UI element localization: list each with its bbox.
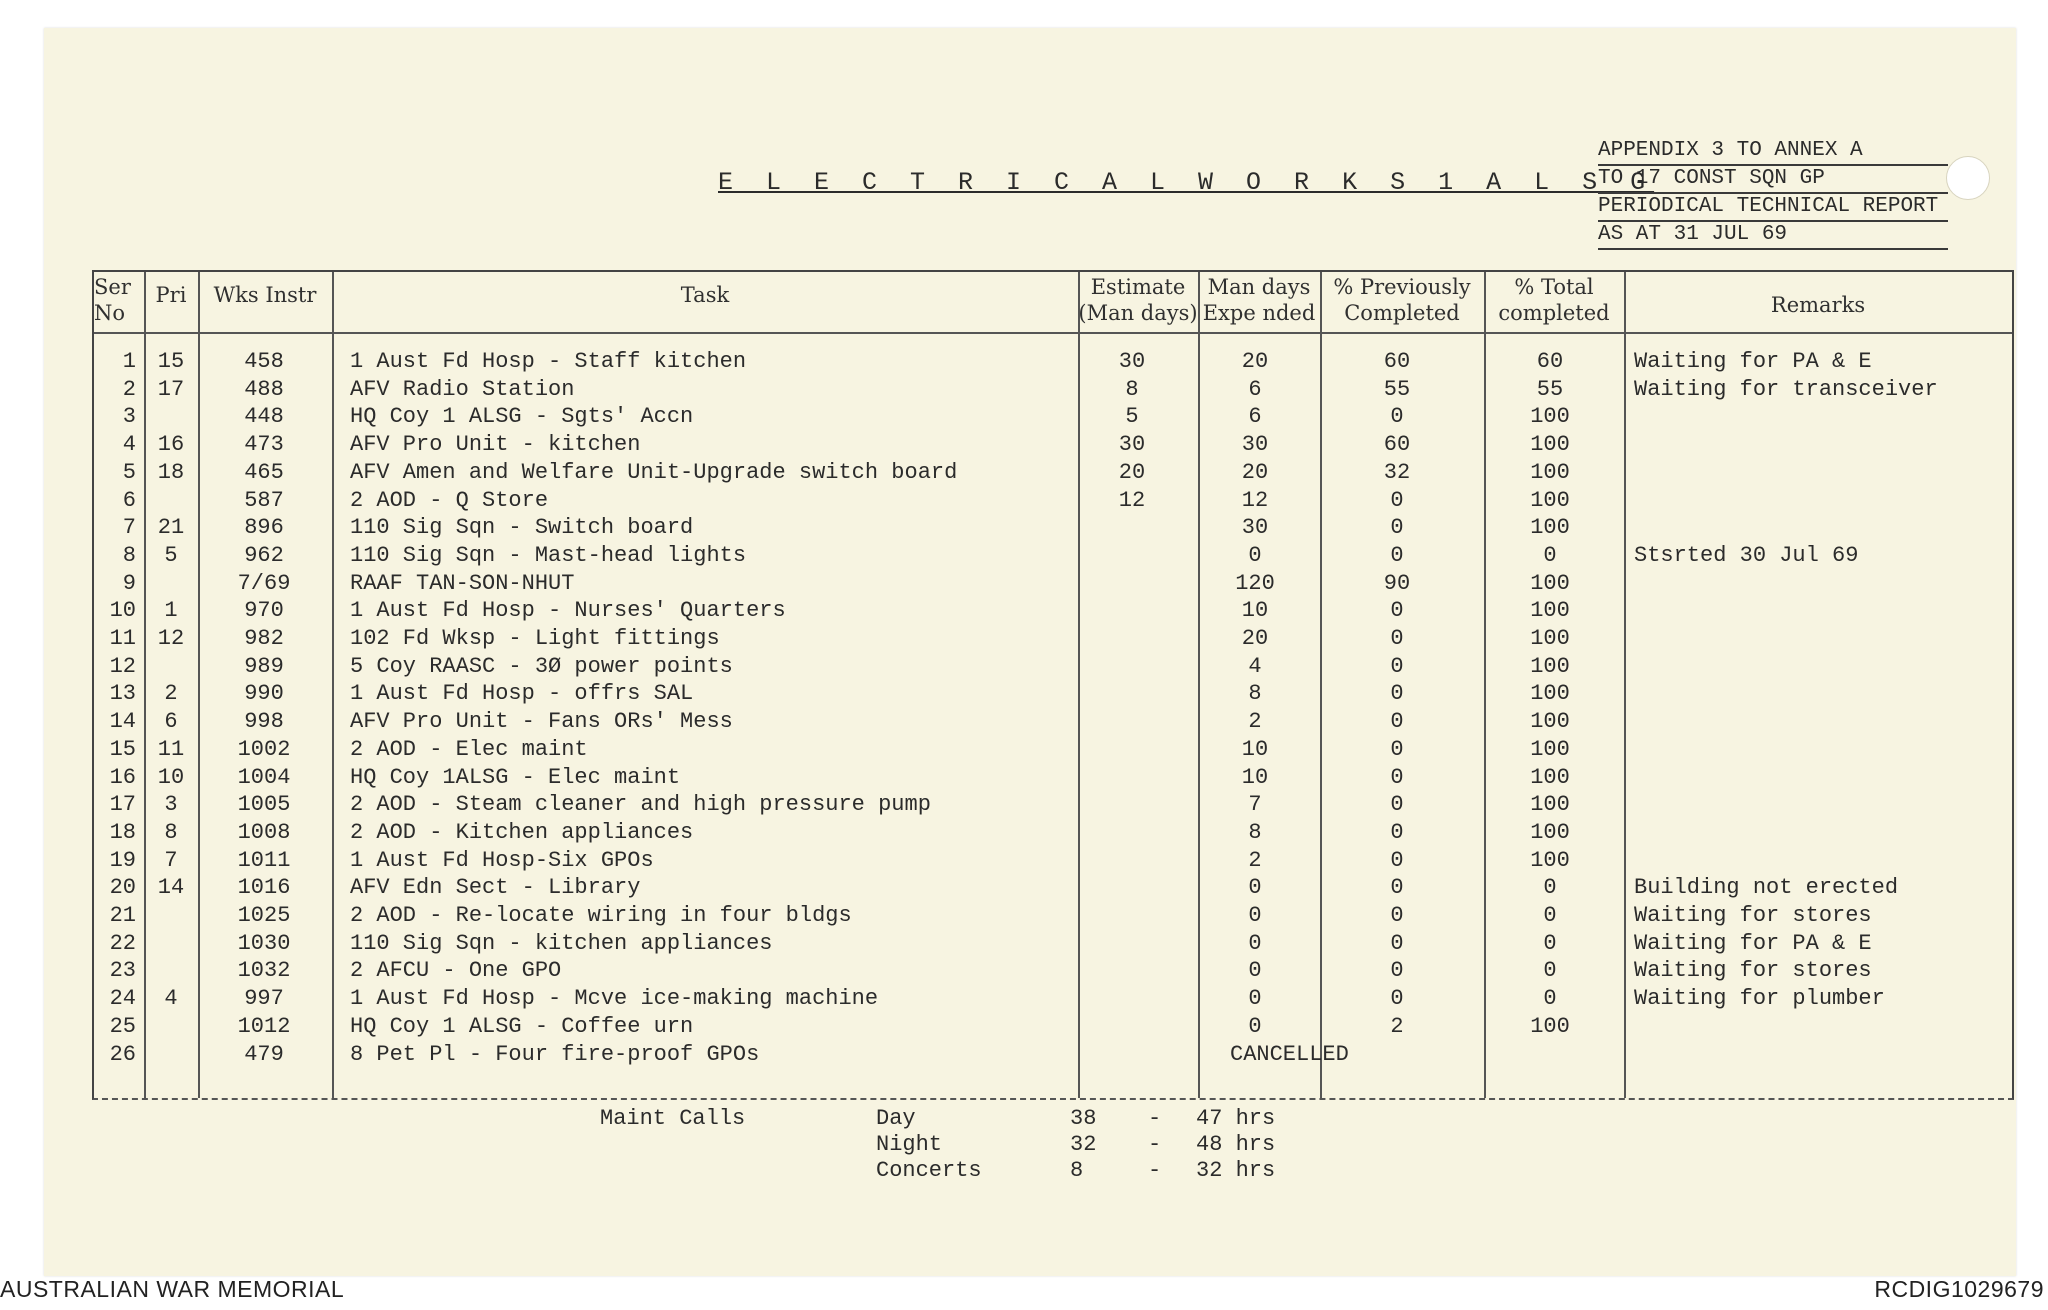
total-completed-cell: 100 [1530, 764, 1570, 790]
remarks-cell: Waiting for plumber [1634, 986, 1885, 1012]
task-cell: 1 Aust Fd Hosp - Mcve ice-making machine [350, 986, 879, 1012]
man-days-cell: 120 [1235, 570, 1275, 596]
wks-instr-cell: 1012 [237, 1013, 291, 1039]
task-cell: RAAF TAN-SON-NHUT [350, 570, 575, 596]
table-row [94, 542, 2012, 570]
task-cell: AFV Pro Unit - Fans ORs' Mess [350, 709, 733, 735]
previously-completed-cell: 0 [1390, 903, 1404, 928]
table-row [94, 653, 2012, 681]
maint-calls-label: Maint Calls [600, 1106, 746, 1131]
previously-completed-cell: 0 [1390, 792, 1404, 818]
wks-instr-cell: 896 [244, 515, 284, 541]
header-man-days: Man days Expe nded [1202, 275, 1316, 325]
man-days-cell: 0 [1248, 1013, 1262, 1039]
man-days-cell: 0 [1248, 958, 1262, 984]
ser-no-cell: 5 [122, 459, 136, 485]
man-days-cell: 0 [1248, 986, 1262, 1012]
task-cell: 2 AFCU - One GPO [350, 958, 562, 984]
maint-period: Day [876, 1106, 916, 1131]
man-days-cell: 6 [1248, 404, 1262, 430]
previously-completed-cell: 0 [1390, 986, 1404, 1012]
previously-completed-cell: 55 [1383, 376, 1411, 402]
previously-completed-cell: 0 [1390, 709, 1404, 735]
wks-instr-cell: 990 [244, 681, 284, 707]
wks-instr-cell: 465 [244, 459, 284, 485]
estimate-cell: 30 [1118, 349, 1146, 374]
previously-completed-cell: 60 [1383, 349, 1411, 374]
document-title: E L E C T R I C A L W O R K S 1 A L S G [718, 168, 1655, 197]
man-days-cell: 2 [1248, 709, 1262, 735]
maint-separator: - [1148, 1158, 1162, 1183]
total-completed-cell: 60 [1536, 349, 1564, 374]
priority-cell: 7 [164, 847, 178, 873]
priority-cell: 2 [164, 681, 178, 707]
wks-instr-cell: 997 [244, 986, 284, 1012]
table-row [94, 348, 2012, 376]
man-days-cell: 20 [1241, 349, 1269, 374]
priority-cell: 21 [157, 515, 185, 541]
total-completed-cell: 100 [1530, 626, 1570, 651]
man-days-cell: 20 [1241, 459, 1269, 485]
ser-no-cell: 22 [109, 930, 136, 956]
total-completed-cell: 0 [1543, 930, 1557, 956]
ser-no-cell: 19 [109, 847, 136, 873]
task-cell: 8 Pet Pl - Four fire-proof GPOs [350, 1041, 760, 1067]
priority-cell: 6 [164, 709, 178, 735]
ser-no-cell: 3 [122, 404, 136, 430]
total-completed-cell: 0 [1543, 903, 1557, 928]
ser-no-cell: 13 [109, 681, 136, 707]
previously-completed-cell: 0 [1390, 930, 1404, 956]
priority-cell: 17 [157, 376, 185, 402]
man-days-cell: 7 [1248, 792, 1262, 818]
task-cell: 2 AOD - Re-locate wiring in four bldgs [350, 903, 852, 928]
table-row [94, 819, 2012, 847]
total-completed-cell: 0 [1543, 958, 1557, 984]
man-days-cell: 10 [1241, 598, 1269, 624]
table-row [94, 514, 2012, 542]
total-completed-cell: 100 [1530, 819, 1570, 845]
ser-no-cell: 17 [109, 792, 136, 818]
ser-no-cell: 16 [109, 764, 136, 790]
ser-no-cell: 8 [122, 542, 136, 568]
task-cell: 5 Coy RAASC - 3Ø power points [350, 653, 733, 679]
priority-cell: 15 [157, 349, 185, 374]
wks-instr-cell: 479 [244, 1041, 284, 1067]
task-cell: 110 Sig Sqn - kitchen appliances [350, 930, 773, 956]
maint-separator: - [1148, 1132, 1162, 1157]
task-cell: 1 Aust Fd Hosp - offrs SAL [350, 681, 694, 707]
previously-completed-cell: 0 [1390, 681, 1404, 707]
ser-no-cell: 1 [122, 349, 136, 374]
ser-no-cell: 2 [122, 376, 136, 402]
man-days-cell: 4 [1248, 653, 1262, 679]
table-row [94, 957, 2012, 985]
wks-instr-cell: 587 [244, 487, 284, 513]
ser-no-cell: 24 [109, 986, 136, 1012]
task-cell: 2 AOD - Steam cleaner and high pressure pump [350, 792, 931, 818]
priority-cell: 14 [157, 875, 185, 901]
maint-count: 8 [1070, 1158, 1084, 1183]
table-row [94, 985, 2012, 1013]
appendix-line: APPENDIX 3 TO ANNEX A [1598, 138, 1948, 166]
wks-instr-cell: 1005 [237, 792, 291, 818]
table-row [94, 403, 2012, 431]
maint-count: 32 [1070, 1132, 1097, 1157]
previously-completed-cell: 0 [1390, 764, 1404, 790]
task-cell: AFV Radio Station [350, 376, 575, 402]
task-cell: 110 Sig Sqn - Switch board [350, 515, 694, 541]
wks-instr-cell: 970 [244, 598, 284, 624]
table-row [94, 459, 2012, 487]
maint-separator: - [1148, 1106, 1162, 1131]
wks-instr-cell: 448 [244, 404, 284, 430]
estimate-cell: 30 [1118, 432, 1146, 458]
table-row [94, 376, 2012, 404]
wks-instr-cell: 1008 [237, 819, 291, 845]
wks-instr-cell: 488 [244, 376, 284, 402]
man-days-cell: 20 [1241, 626, 1269, 651]
estimate-cell: 20 [1118, 459, 1146, 485]
man-days-cell: 30 [1241, 515, 1269, 541]
total-completed-cell: 100 [1530, 487, 1570, 513]
header-pri: Pri [155, 283, 187, 307]
previously-completed-cell: 0 [1390, 819, 1404, 845]
maint-hours: 32 hrs [1196, 1158, 1276, 1183]
priority-cell: 12 [157, 626, 185, 651]
remarks-cell: Waiting for stores [1634, 958, 1872, 984]
man-days-cell: 12 [1241, 487, 1269, 513]
appendix-line: PERIODICAL TECHNICAL REPORT [1598, 194, 1948, 222]
estimate-cell: 8 [1125, 376, 1139, 402]
previously-completed-cell: 90 [1383, 570, 1411, 596]
appendix-reference [1598, 138, 1948, 250]
task-cell: 102 Fd Wksp - Light fittings [350, 626, 720, 651]
ser-no-cell: 6 [122, 487, 136, 513]
wks-instr-cell: 1002 [237, 736, 291, 762]
table-row [94, 597, 2012, 625]
man-days-cell: 10 [1241, 764, 1269, 790]
footer-item-id: RCDIG1029679 [1874, 1276, 2044, 1302]
ser-no-cell: 25 [109, 1013, 136, 1039]
priority-cell: 8 [164, 819, 178, 845]
task-cell: 2 AOD - Elec maint [350, 736, 588, 762]
previously-completed-cell: 0 [1390, 404, 1404, 430]
man-days-cell: 8 [1248, 819, 1262, 845]
total-completed-cell: 100 [1530, 432, 1570, 458]
cancelled-note: CANCELLED [1230, 1041, 1349, 1067]
total-completed-cell: 100 [1530, 598, 1570, 624]
task-cell: HQ Coy 1 ALSG - Coffee urn [350, 1013, 694, 1039]
previously-completed-cell: 0 [1390, 736, 1404, 762]
priority-cell: 4 [164, 986, 178, 1012]
wks-instr-cell: 458 [244, 349, 284, 374]
ser-no-cell: 20 [109, 875, 136, 901]
table-row [94, 736, 2012, 764]
ser-no-cell: 23 [109, 958, 136, 984]
wks-instr-cell: 1004 [237, 764, 291, 790]
maint-hours: 48 hrs [1196, 1132, 1276, 1157]
table-row [94, 902, 2012, 930]
previously-completed-cell: 60 [1383, 432, 1411, 458]
header-remarks: Remarks [1770, 293, 1866, 317]
ser-no-cell: 7 [122, 515, 136, 541]
header-wks-instr: Wks Instr [213, 283, 317, 307]
total-completed-cell: 0 [1543, 542, 1557, 568]
priority-cell: 1 [164, 598, 178, 624]
wks-instr-cell: 1032 [237, 958, 291, 984]
total-completed-cell: 55 [1536, 376, 1564, 402]
appendix-line: AS AT 31 JUL 69 [1598, 222, 1948, 250]
total-completed-cell: 100 [1530, 515, 1570, 541]
man-days-cell: 2 [1248, 847, 1262, 873]
previously-completed-cell: 0 [1390, 542, 1404, 568]
priority-cell: 18 [157, 459, 185, 485]
total-completed-cell: 100 [1530, 404, 1570, 430]
total-completed-cell: 100 [1530, 736, 1570, 762]
task-cell: 2 AOD - Kitchen appliances [350, 819, 694, 845]
ser-no-cell: 4 [122, 432, 136, 458]
total-completed-cell: 100 [1530, 847, 1570, 873]
header-divider [94, 332, 2012, 334]
table-row [94, 874, 2012, 902]
priority-cell: 3 [164, 792, 178, 818]
table-row [94, 1013, 2012, 1041]
previously-completed-cell: 0 [1390, 515, 1404, 541]
wks-instr-cell: 1025 [237, 903, 291, 928]
wks-instr-cell: 982 [244, 626, 284, 651]
previously-completed-cell: 0 [1390, 653, 1404, 679]
remarks-cell: Waiting for stores [1634, 903, 1872, 928]
ser-no-cell: 21 [109, 903, 136, 928]
table-row [94, 570, 2012, 598]
wks-instr-cell: 998 [244, 709, 284, 735]
total-completed-cell: 100 [1530, 570, 1570, 596]
header-estimate: Estimate (Man days) [1078, 275, 1198, 325]
table-row [94, 764, 2012, 792]
total-completed-cell: 100 [1530, 709, 1570, 735]
table-row [94, 487, 2012, 515]
table-row [94, 708, 2012, 736]
man-days-cell: 6 [1248, 376, 1262, 402]
wks-instr-cell: 473 [244, 432, 284, 458]
previously-completed-cell: 32 [1383, 459, 1411, 485]
estimate-cell: 12 [1118, 487, 1146, 513]
man-days-cell: 0 [1248, 875, 1262, 901]
punch-hole [1946, 156, 1990, 200]
total-completed-cell: 100 [1530, 459, 1570, 485]
man-days-cell: 8 [1248, 681, 1262, 707]
ser-no-cell: 26 [109, 1041, 136, 1067]
wks-instr-cell: 1016 [237, 875, 291, 901]
total-completed-cell: 100 [1530, 1013, 1570, 1039]
header-previously: % Previously Completed [1333, 275, 1471, 325]
remarks-cell: Waiting for PA & E [1634, 349, 1872, 374]
remarks-cell: Waiting for transceiver [1634, 376, 1938, 402]
maint-count: 38 [1070, 1106, 1097, 1131]
task-cell: 110 Sig Sqn - Mast-head lights [350, 542, 747, 568]
wks-instr-cell: 1011 [237, 847, 291, 873]
priority-cell: 5 [164, 542, 178, 568]
ser-no-cell: 15 [109, 736, 136, 762]
wks-instr-cell: 962 [244, 542, 284, 568]
priority-cell: 16 [157, 432, 185, 458]
table-row [94, 791, 2012, 819]
total-completed-cell: 100 [1530, 681, 1570, 707]
table-row [94, 680, 2012, 708]
remarks-cell: Building not erected [1634, 875, 1899, 901]
remarks-cell: Stsrted 30 Jul 69 [1634, 542, 1859, 568]
man-days-cell: 0 [1248, 930, 1262, 956]
header-total: % Total completed [1498, 275, 1610, 325]
header-ser-no: Ser No [94, 275, 131, 325]
works-table [92, 270, 2014, 1100]
man-days-cell: 30 [1241, 432, 1269, 458]
man-days-cell: 10 [1241, 736, 1269, 762]
man-days-cell: 0 [1248, 903, 1262, 928]
maint-period: Concerts [876, 1158, 982, 1183]
task-cell: 1 Aust Fd Hosp - Nurses' Quarters [350, 598, 786, 624]
task-cell: AFV Pro Unit - kitchen [350, 432, 641, 458]
previously-completed-cell: 0 [1390, 626, 1404, 651]
remarks-cell: Waiting for PA & E [1634, 930, 1872, 956]
task-cell: HQ Coy 1 ALSG - Sgts' Accn [350, 404, 694, 430]
maint-period: Night [876, 1132, 943, 1157]
wks-instr-cell: 989 [244, 653, 284, 679]
ser-no-cell: 9 [122, 570, 136, 596]
previously-completed-cell: 0 [1390, 847, 1404, 873]
task-cell: AFV Edn Sect - Library [350, 875, 641, 901]
ser-no-cell: 10 [109, 598, 136, 624]
task-cell: HQ Coy 1ALSG - Elec maint [350, 764, 681, 790]
previously-completed-cell: 0 [1390, 487, 1404, 513]
wks-instr-cell: 7/69 [237, 570, 291, 596]
priority-cell: 10 [157, 764, 185, 790]
priority-cell: 11 [157, 736, 185, 762]
table-row [94, 1041, 2012, 1069]
ser-no-cell: 12 [109, 653, 136, 679]
footer-archive-name: AUSTRALIAN WAR MEMORIAL [0, 1276, 345, 1302]
task-cell: 1 Aust Fd Hosp - Staff kitchen [350, 349, 747, 374]
maint-hours: 47 hrs [1196, 1106, 1276, 1131]
total-completed-cell: 100 [1530, 653, 1570, 679]
appendix-line: TO 17 CONST SQN GP [1598, 166, 1948, 194]
table-row [94, 625, 2012, 653]
total-completed-cell: 0 [1543, 875, 1557, 901]
previously-completed-cell: 0 [1390, 875, 1404, 901]
total-completed-cell: 100 [1530, 792, 1570, 818]
table-row [94, 431, 2012, 459]
task-cell: 1 Aust Fd Hosp-Six GPOs [350, 847, 654, 873]
ser-no-cell: 18 [109, 819, 136, 845]
previously-completed-cell: 0 [1390, 598, 1404, 624]
ser-no-cell: 11 [109, 626, 136, 651]
estimate-cell: 5 [1125, 404, 1139, 430]
previously-completed-cell: 2 [1390, 1013, 1404, 1039]
header-task: Task [680, 283, 730, 307]
previously-completed-cell: 0 [1390, 958, 1404, 984]
table-row [94, 930, 2012, 958]
wks-instr-cell: 1030 [237, 930, 291, 956]
total-completed-cell: 0 [1543, 986, 1557, 1012]
task-cell: AFV Amen and Welfare Unit-Upgrade switch board [350, 459, 958, 485]
task-cell: 2 AOD - Q Store [350, 487, 549, 513]
table-row [94, 847, 2012, 875]
man-days-cell: 0 [1248, 542, 1262, 568]
ser-no-cell: 14 [109, 709, 136, 735]
